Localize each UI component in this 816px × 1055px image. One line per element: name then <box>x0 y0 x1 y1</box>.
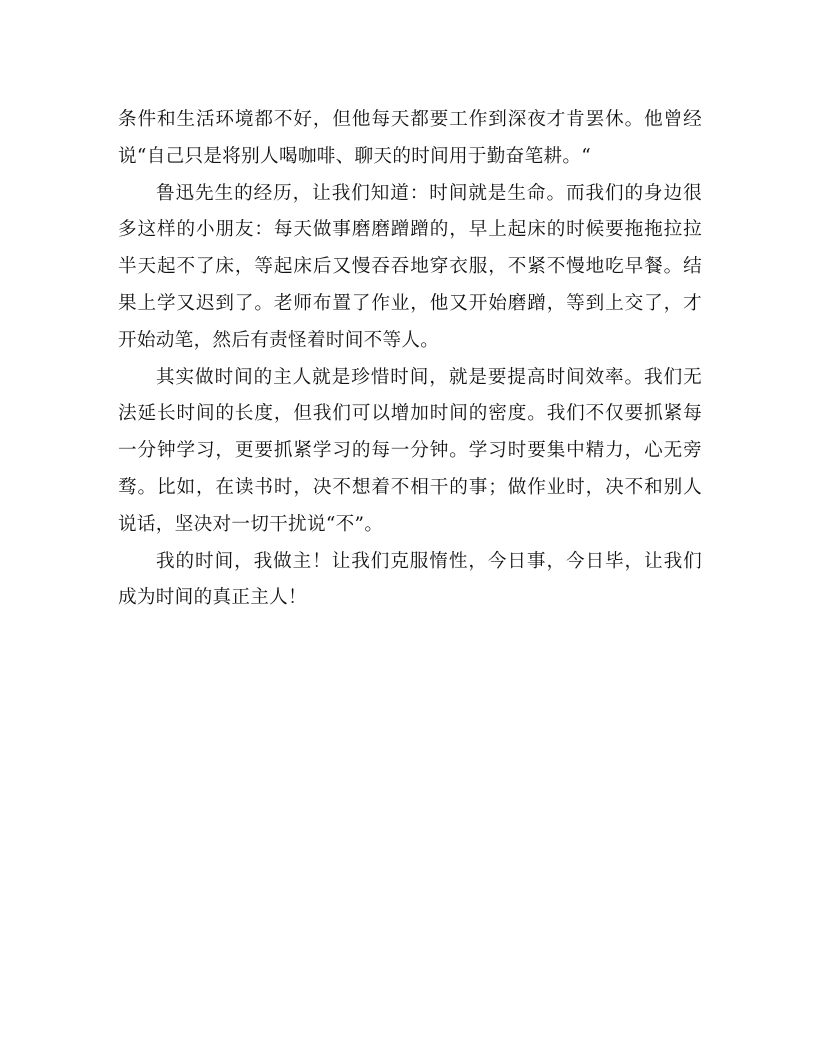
paragraph-lu-xun-experience: 鲁迅先生的经历，让我们知道：时间就是生命。而我们的身边很多这样的小朋友：每天做事磨磨蹭蹭的，早上起床的时候要拖拖拉拉半天起不了床，等起床后又慢吞吞地穿衣服，不紧不慢地吃早餐。结果上学又迟到了。老师布置了作业，他又开始磨蹭，等到上交了，才开始动笔，然后有责怪着时间不等人。 <box>118 182 702 351</box>
paragraph-conclusion: 我的时间，我做主！让我们克服惰性，今日事，今日毕，让我们成为时间的真正主人！ <box>118 550 702 609</box>
paragraph-time-master: 其实做时间的主人就是珍惜时间，就是要提高时间效率。我们无法延长时间的长度，但我们可以增加时间的密度。我们不仅要抓紧每一分钟学习，更要抓紧学习的每一分钟。学习时要集中精力，心无旁骛。比如，在读书时，决不想着不相干的事；做作业时，决不和别人说话，坚决对一切干扰说“不”。 <box>118 366 702 535</box>
paragraph-continuation: 条件和生活环境都不好，但他每天都要工作到深夜才肯罢休。他曾经说“自己只是将别人喝咖啡、聊天的时间用于勤奋笔耕。“ <box>118 109 702 167</box>
document-body <box>118 102 702 617</box>
